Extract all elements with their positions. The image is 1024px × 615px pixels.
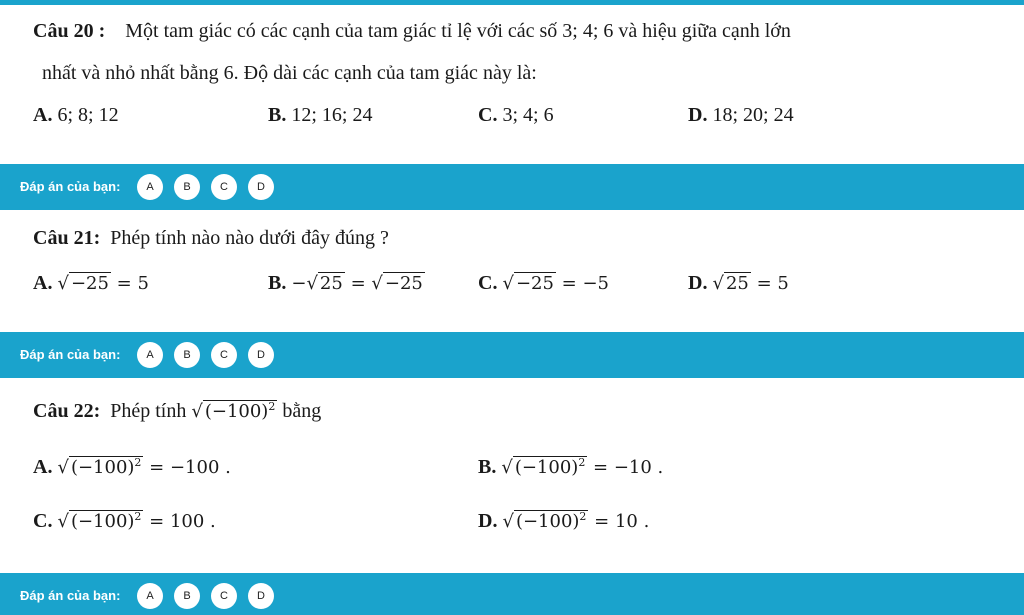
question-22-text-after: bằng xyxy=(282,400,322,422)
answer-bar-label: Đáp án của bạn: xyxy=(20,588,121,603)
q21-option-c: C. √ −25 = −5 xyxy=(478,272,610,294)
question-20-text: Một tam giác có các cạnh của tam giác tỉ lệ với các số 3; 4; 6 và hiệu giữa cạnh lớn xyxy=(125,20,791,42)
q21-choice-a-button[interactable]: A xyxy=(137,342,163,368)
q22-choice-a-button[interactable]: A xyxy=(137,583,163,609)
question-20-line1 xyxy=(33,20,791,43)
answer-bar-label: Đáp án của bạn: xyxy=(20,347,121,362)
question-22-text: Phép tính xyxy=(110,400,187,422)
answer-bar-q20 xyxy=(0,164,1024,210)
question-22-label: Câu 22: xyxy=(33,400,101,422)
q21-option-a: A. √ −25 = 5 xyxy=(33,272,149,294)
q21-option-b: B. −√ 25 = √ −25 xyxy=(268,272,423,294)
q20-option-d: D. 18; 20; 24 xyxy=(688,104,794,126)
q20-choice-c-button[interactable]: C xyxy=(211,174,237,200)
q20-option-c: C. 3; 4; 6 xyxy=(478,104,554,126)
q22-choice-b-button[interactable]: B xyxy=(174,583,200,609)
question-20-line2: nhất và nhỏ nhất bằng 6. Độ dài các cạnh của tam giác này là: xyxy=(42,62,537,84)
q20-choice-b-button[interactable]: B xyxy=(174,174,200,200)
q22-option-c: C. √ $(-100)^2 = 100$ . xyxy=(33,510,216,532)
q20-option-b: B. 12; 16; 24 xyxy=(268,104,373,126)
question-21-label: Câu 21: xyxy=(33,227,101,249)
q22-option-b: B. √ $(-100)^2 = -10$ . xyxy=(478,456,664,478)
question-20-label: Câu 20 : xyxy=(33,20,106,42)
question-21 xyxy=(33,227,389,250)
question-22: Câu 22: Phép tính √ $(-100)^2$ bằng xyxy=(33,400,322,422)
question-21-text: Phép tính nào nào dưới đây đúng ? xyxy=(110,227,389,249)
q21-choice-c-button[interactable]: C xyxy=(211,342,237,368)
q21-option-d: D. √ 25 = 5 xyxy=(688,272,789,294)
answer-bar-label: Đáp án của bạn: xyxy=(20,179,121,194)
q20-choice-a-button[interactable]: A xyxy=(137,174,163,200)
q20-option-a: A. 6; 8; 12 xyxy=(33,104,119,126)
answer-bar-q21 xyxy=(0,332,1024,378)
q22-option-d: D. √ $(-100)^2 = 10$ . xyxy=(478,510,650,532)
q20-choice-d-button[interactable]: D xyxy=(248,174,274,200)
q21-choice-b-button[interactable]: B xyxy=(174,342,200,368)
top-accent-bar xyxy=(0,0,1024,5)
q22-choice-d-button[interactable]: D xyxy=(248,583,274,609)
q22-choice-c-button[interactable]: C xyxy=(211,583,237,609)
answer-bar-q22 xyxy=(0,573,1024,615)
q21-choice-d-button[interactable]: D xyxy=(248,342,274,368)
q22-option-a: A. √ $(-100)^2 = -100$ . xyxy=(33,456,231,478)
